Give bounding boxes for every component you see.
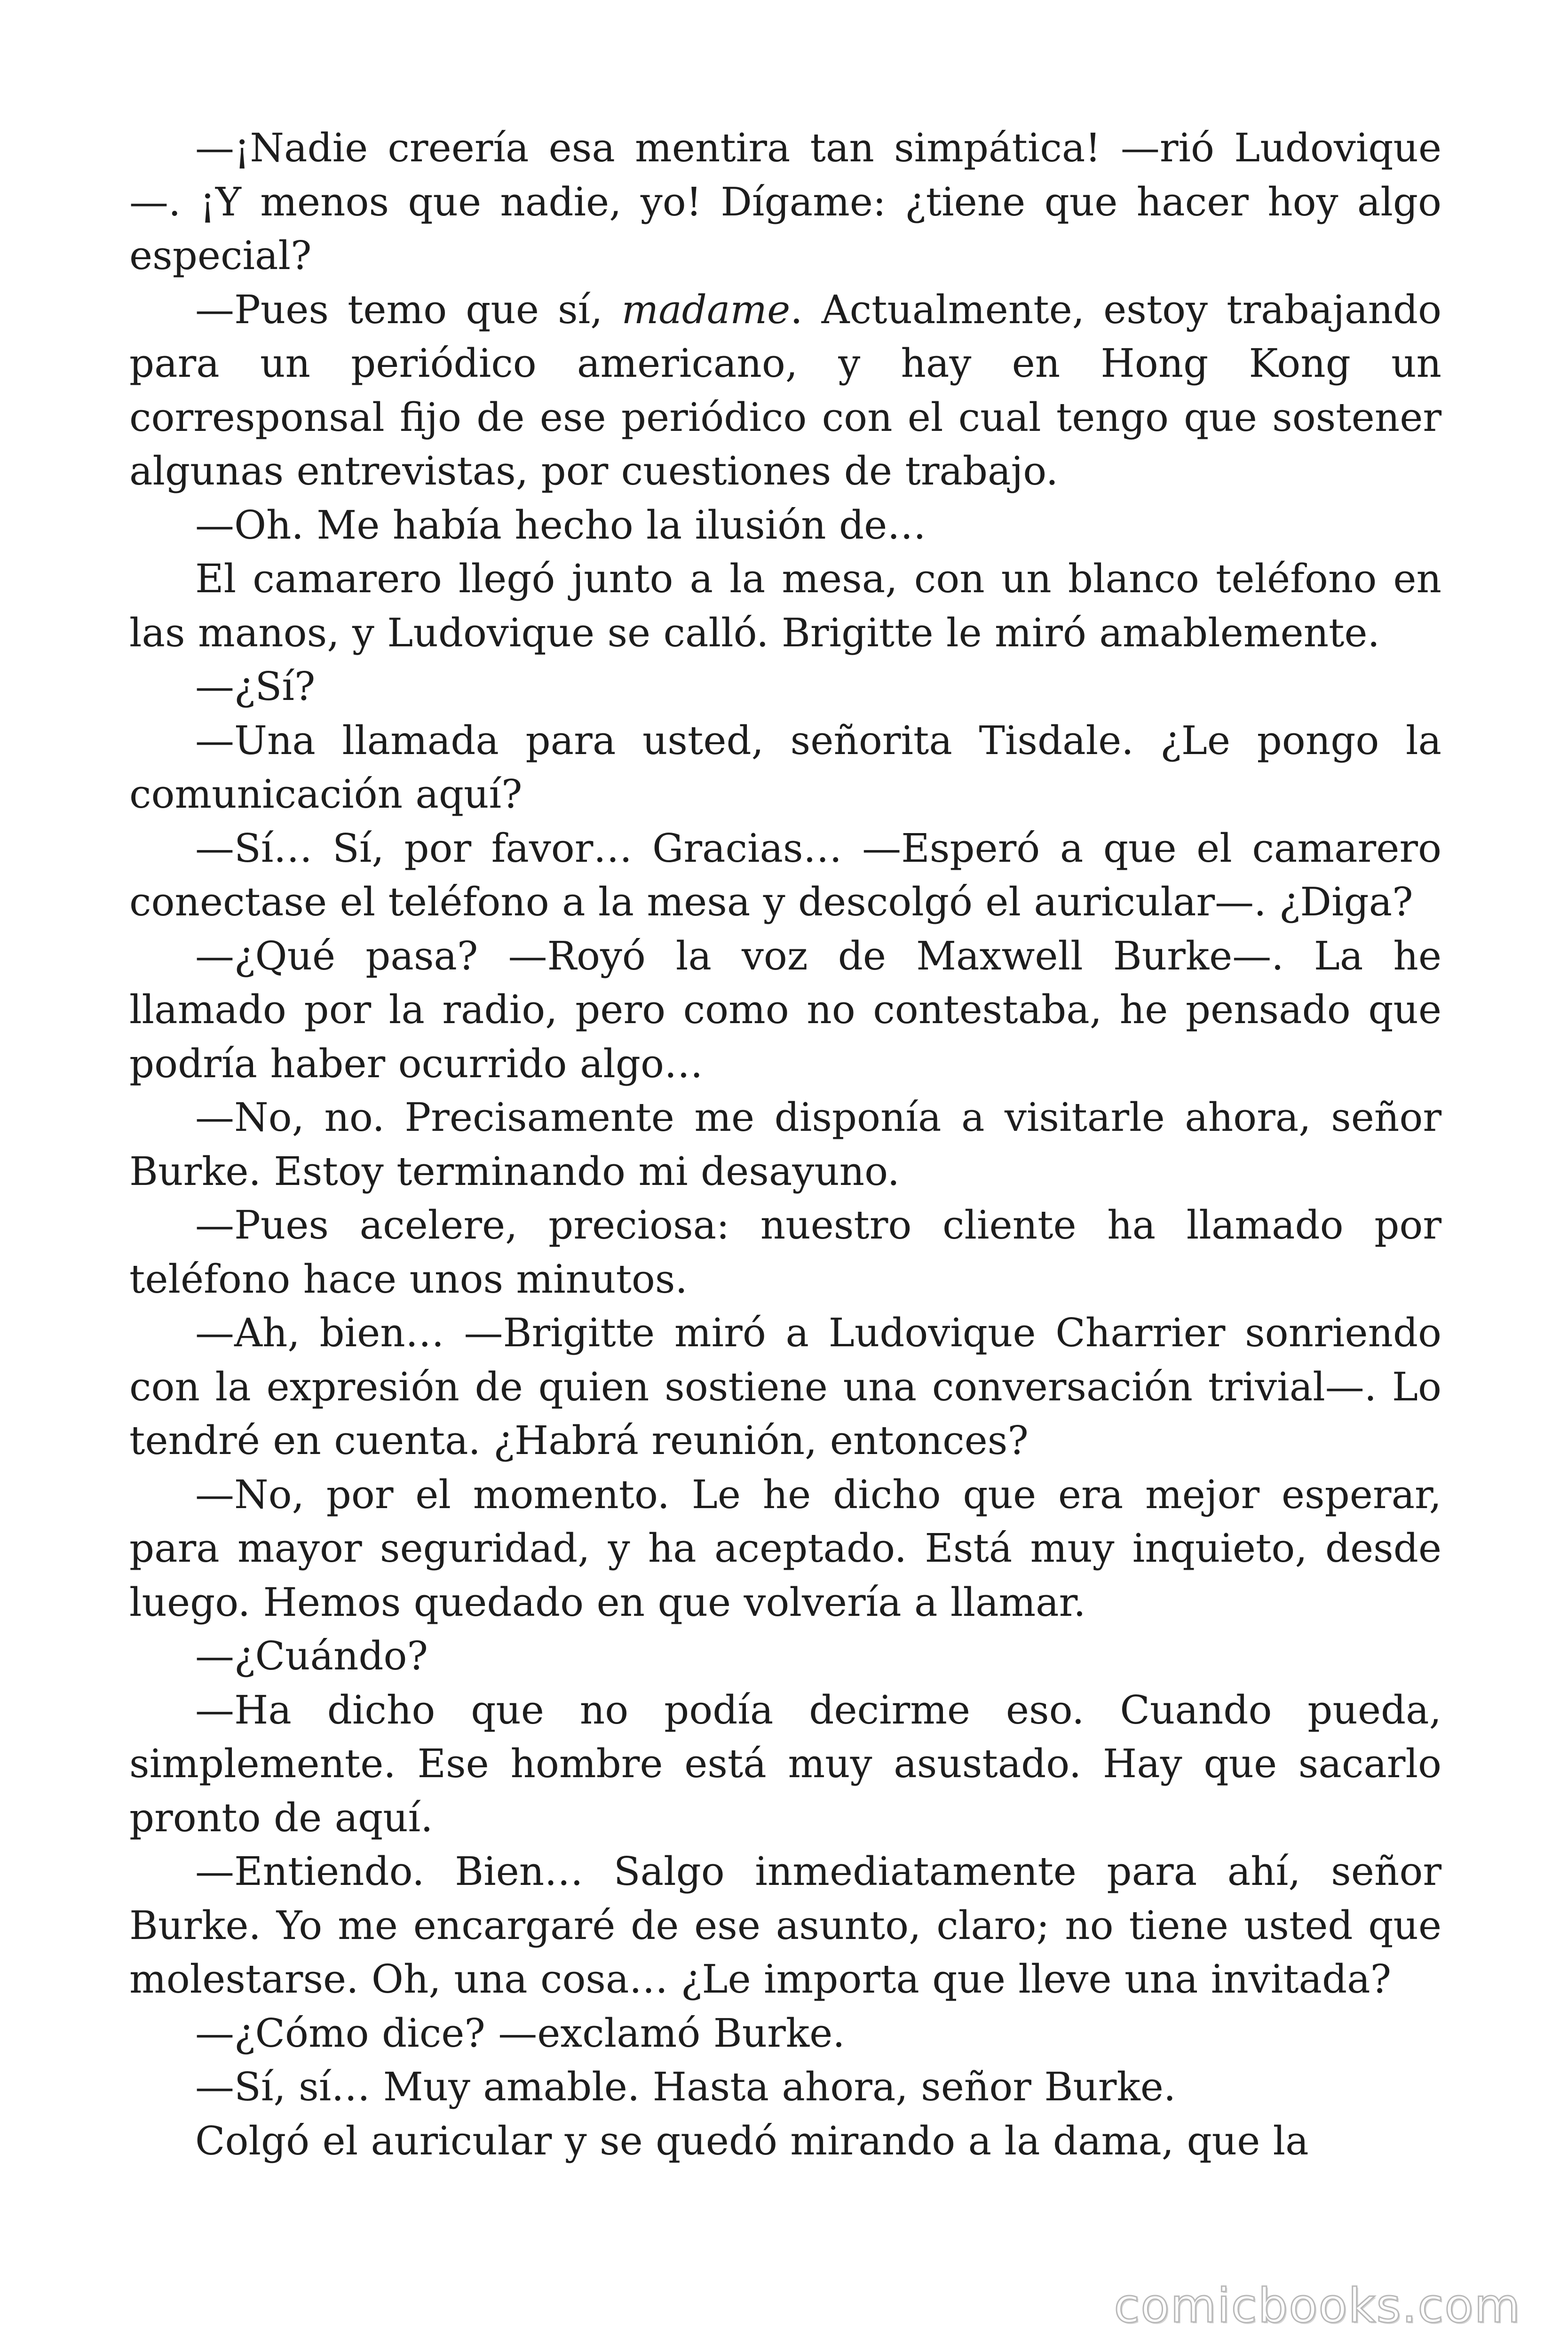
paragraph: —Entiendo. Bien… Salgo inmediatamente para ahí, señor Burke. Yo me encargaré de ese asunto, claro; no tiene usted que molestarse. Oh, una cosa… ¿Le importa que lleve una invitada? bbox=[129, 1849, 1441, 2002]
paragraph: —Sí… Sí, por favor… Gracias… —Esperó a que el camarero conectase el teléfono a la mesa y descolgó el auricular—. ¿Diga? bbox=[129, 825, 1441, 925]
paragraph: —Ha dicho que no podía decirme eso. Cuando pueda, simplemente. Ese hombre está muy asustado. Hay que sacarlo pronto de aquí. bbox=[129, 1687, 1441, 1841]
paragraph: —No, por el momento. Le he dicho que era mejor esperar, para mayor seguridad, y ha aceptado. Está muy inquieto, desde luego. Hemos quedado en que volvería a llamar. bbox=[129, 1471, 1441, 1625]
paragraph: —¿Cuándo? bbox=[195, 1633, 428, 1679]
paragraph: —Oh. Me había hecho la ilusión de… bbox=[195, 502, 927, 548]
paragraph: Colgó el auricular y se quedó mirando a la dama, que la bbox=[195, 2118, 1309, 2164]
paragraph: —Ah, bien… —Brigitte miró a Ludovique Charrier sonriendo con la expresión de quien sostiene una conversación trivial—. Lo tendré en cuenta. ¿Habrá reunión, entonces? bbox=[129, 1310, 1441, 1463]
paragraph: El camarero llegó junto a la mesa, con un blanco teléfono en las manos, y Ludovique se calló. Brigitte le miró amablemente. bbox=[129, 556, 1441, 656]
paragraph: —Pues acelere, preciosa: nuestro cliente ha llamado por teléfono hace unos minutos. bbox=[129, 1202, 1441, 1302]
paragraph: —¿Sí? bbox=[195, 664, 316, 709]
emphasis-text: madame bbox=[621, 286, 791, 333]
paragraph: —Sí, sí… Muy amable. Hasta ahora, señor Burke. bbox=[195, 2064, 1176, 2110]
paragraph: —¡Nadie creería esa mentira tan simpática! —rió Ludovique—. ¡Y menos que nadie, yo! Dígame: ¿tiene que hacer hoy algo especial? bbox=[129, 125, 1441, 278]
paragraph: —¿Cómo dice? —exclamó Burke. bbox=[195, 2010, 845, 2056]
paragraph: —No, no. Precisamente me disponía a visitarle ahora, señor Burke. Estoy terminando mi desayuno. bbox=[129, 1095, 1441, 1194]
page-body bbox=[129, 121, 1441, 2168]
paragraph: —Pues temo que sí, madame. Actualmente, estoy trabajando para un periódico americano, y hay en Hong Kong un corresponsal fijo de ese periódico con el cual tengo que sostener algunas entrevistas, por cuestiones de trabajo. bbox=[129, 286, 1441, 494]
paragraph: —Una llamada para usted, señorita Tisdale. ¿Le pongo la comunicación aquí? bbox=[129, 717, 1441, 817]
watermark: comicbooks.com bbox=[1114, 2278, 1521, 2333]
paragraph: —¿Qué pasa? —Royó la voz de Maxwell Burke—. La he llamado por la radio, pero como no contestaba, he pensado que podría haber ocurrido algo… bbox=[129, 933, 1441, 1087]
